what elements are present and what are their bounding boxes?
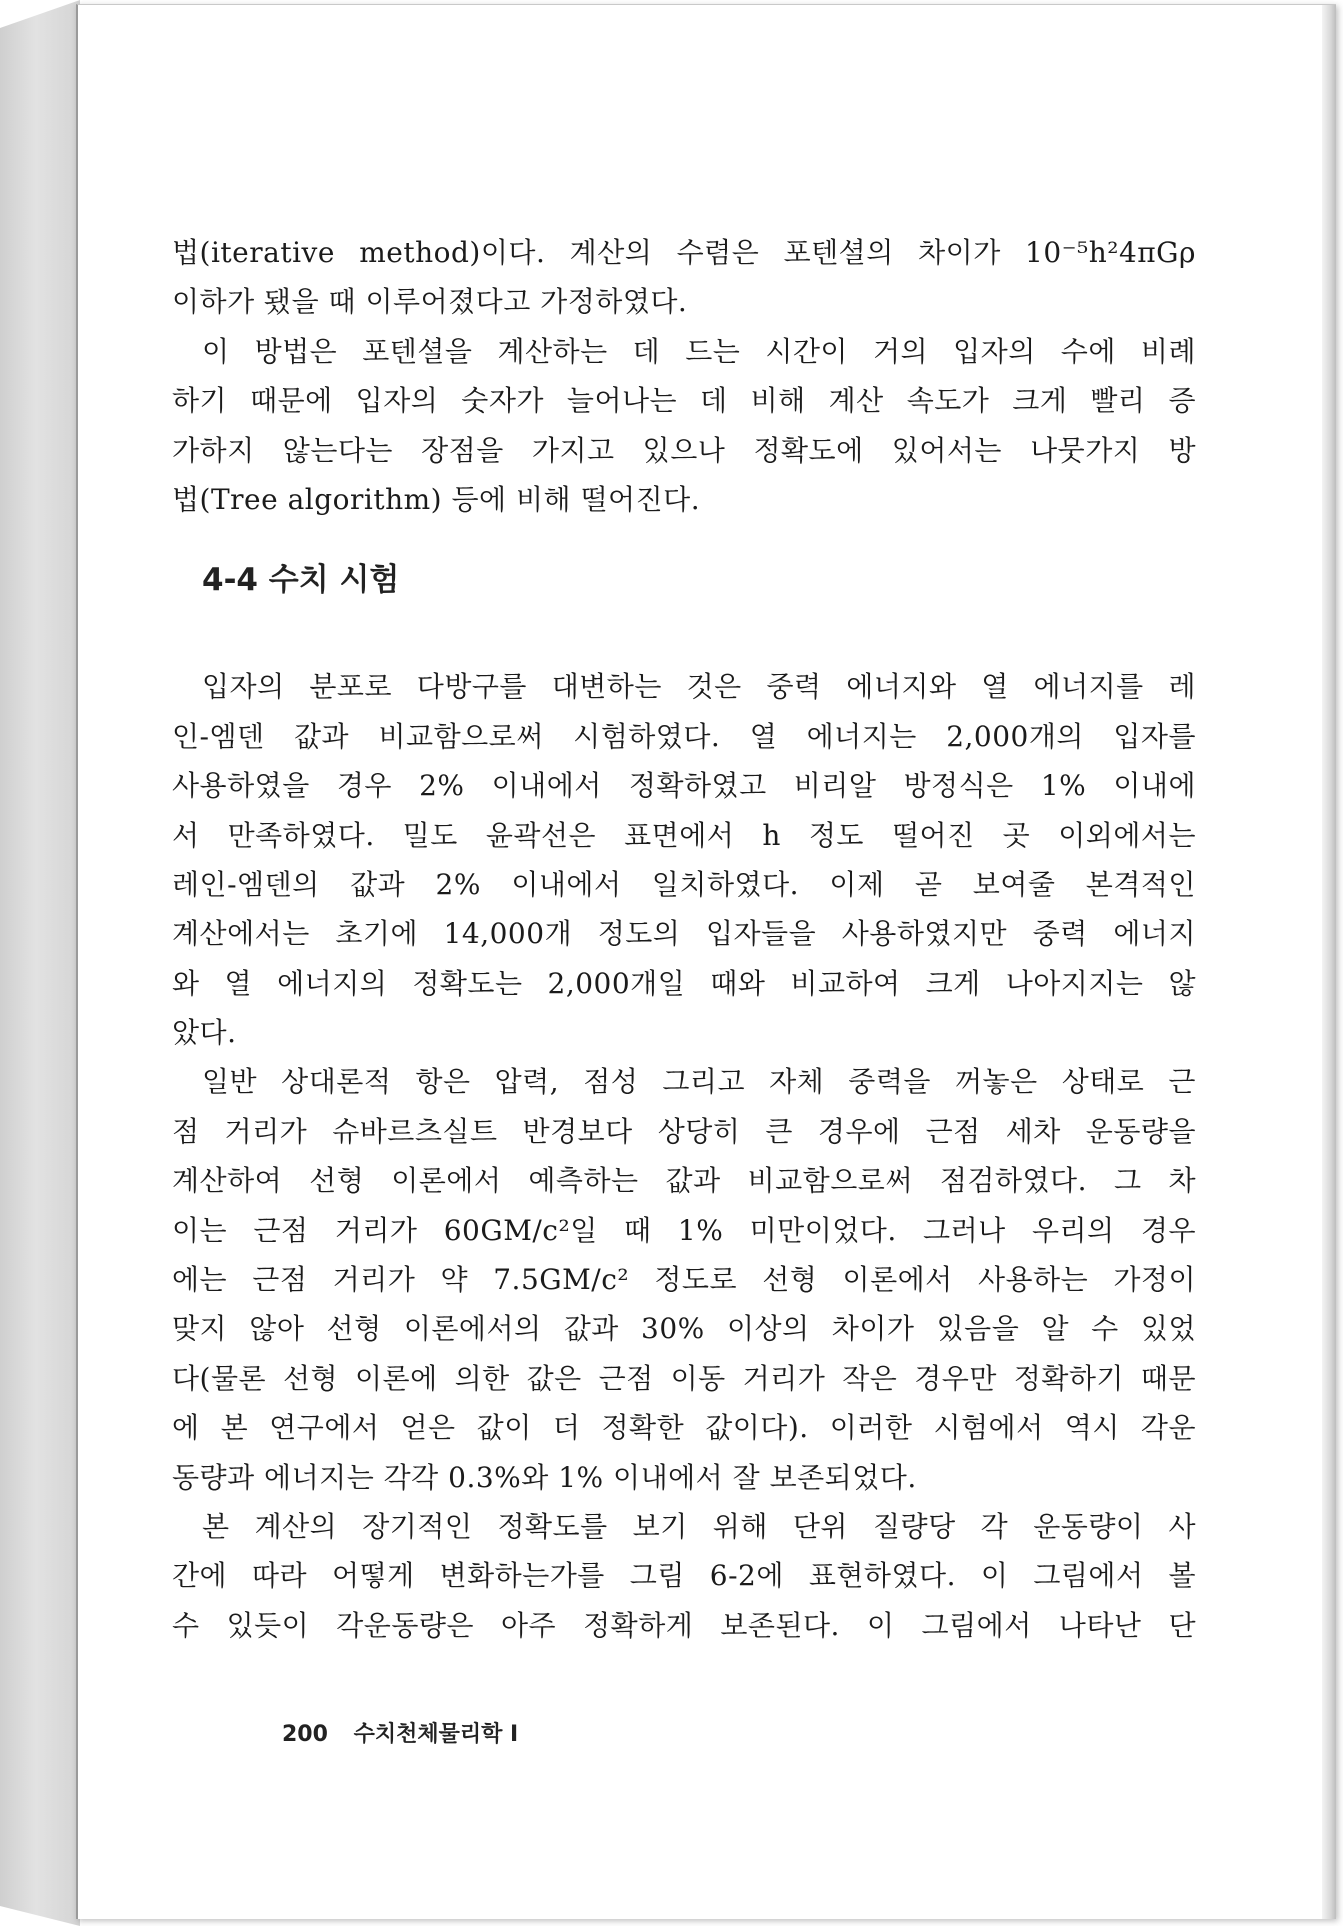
body-text — [172, 228, 1196, 1650]
text-line: 레인-엠덴의 값과 2% 이내에서 일치하였다. 이제 곧 보여줄 본격적인 — [172, 867, 1196, 901]
text-line: 이는 근점 거리가 60GM/c²일 때 1% 미만이었다. 그러나 우리의 경우 — [172, 1213, 1196, 1247]
text-line: 하기 때문에 입자의 숫자가 늘어나는 데 비해 계산 속도가 크게 빨리 증 — [172, 384, 1196, 418]
text-line: 사용하였을 경우 2% 이내에서 정확하였고 비리알 방정식은 1% 이내에 — [172, 769, 1196, 803]
text-line: 다(물론 선형 이론에 의한 값은 근점 이동 거리가 작은 경우만 정확하기 때문 — [172, 1361, 1196, 1395]
text-line: 계산에서는 초기에 14,000개 정도의 입자들을 사용하였지만 중력 에너지 — [172, 917, 1196, 951]
text-line: 이하가 됐을 때 이루어졌다고 가정하였다. — [172, 285, 688, 319]
text-line: 일반 상대론적 항은 압력, 점성 그리고 자체 중력을 꺼놓은 상태로 근 — [202, 1065, 1196, 1099]
text-line: 와 열 에너지의 정확도는 2,000개일 때와 비교하여 크게 나아지지는 않 — [172, 966, 1196, 1000]
text-line: 법(iterative method)이다. 계산의 수렴은 포텐셜의 차이가 10⁻⁵h²4πGρ — [172, 236, 1196, 269]
text-line: 법(Tree algorithm) 등에 비해 떨어진다. — [172, 482, 701, 516]
text-line: 에 본 연구에서 얻은 값이 더 정확한 값이다). 이러한 시험에서 역시 각운 — [172, 1411, 1196, 1445]
text-line: 점 거리가 슈바르츠실트 반경보다 상당히 큰 경우에 근점 세차 운동량을 — [172, 1114, 1196, 1148]
text-line: 맞지 않아 선형 이론에서의 값과 30% 이상의 차이가 있음을 알 수 있었 — [172, 1312, 1196, 1346]
text-line: 에는 근점 거리가 약 7.5GM/c² 정도로 선형 이론에서 사용하는 가정이 — [172, 1263, 1196, 1297]
section-heading: 4-4 수치 시험 — [202, 562, 400, 599]
text-line: 가하지 않는다는 장점을 가지고 있으나 정확도에 있어서는 나뭇가지 방 — [172, 433, 1196, 467]
book-spine-edge — [0, 0, 80, 1926]
text-line: 이 방법은 포텐셜을 계산하는 데 드는 시간이 거의 입자의 수에 비례 — [202, 334, 1196, 368]
text-line: 서 만족하였다. 밀도 윤곽선은 표면에서 h 정도 떨어진 곳 이외에서는 — [172, 818, 1196, 852]
text-line: 본 계산의 장기적인 정확도를 보기 위해 단위 질량당 각 운동량이 사 — [202, 1509, 1196, 1543]
book-title: 수치천체물리학 I — [353, 1722, 519, 1747]
page-footer — [282, 1717, 518, 1753]
text-line: 입자의 분포로 다방구를 대변하는 것은 중력 에너지와 열 에너지를 레 — [202, 670, 1196, 704]
text-line: 계산하여 선형 이론에서 예측하는 값과 비교함으로써 점검하였다. 그 차 — [172, 1164, 1196, 1198]
text-line: 았다. — [172, 1016, 237, 1050]
page-edge — [1322, 5, 1336, 1919]
text-line: 간에 따라 어떻게 변화하는가를 그림 6-2에 표현하였다. 이 그림에서 볼 — [172, 1559, 1196, 1593]
page-number: 200 — [282, 1722, 328, 1747]
text-line: 동량과 에너지는 각각 0.3%와 1% 이내에서 잘 보존되었다. — [172, 1460, 917, 1494]
text-line: 수 있듯이 각운동량은 아주 정확하게 보존된다. 이 그림에서 나타난 단 — [172, 1608, 1196, 1642]
text-line: 인-엠덴 값과 비교함으로써 시험하였다. 열 에너지는 2,000개의 입자를 — [172, 719, 1196, 753]
